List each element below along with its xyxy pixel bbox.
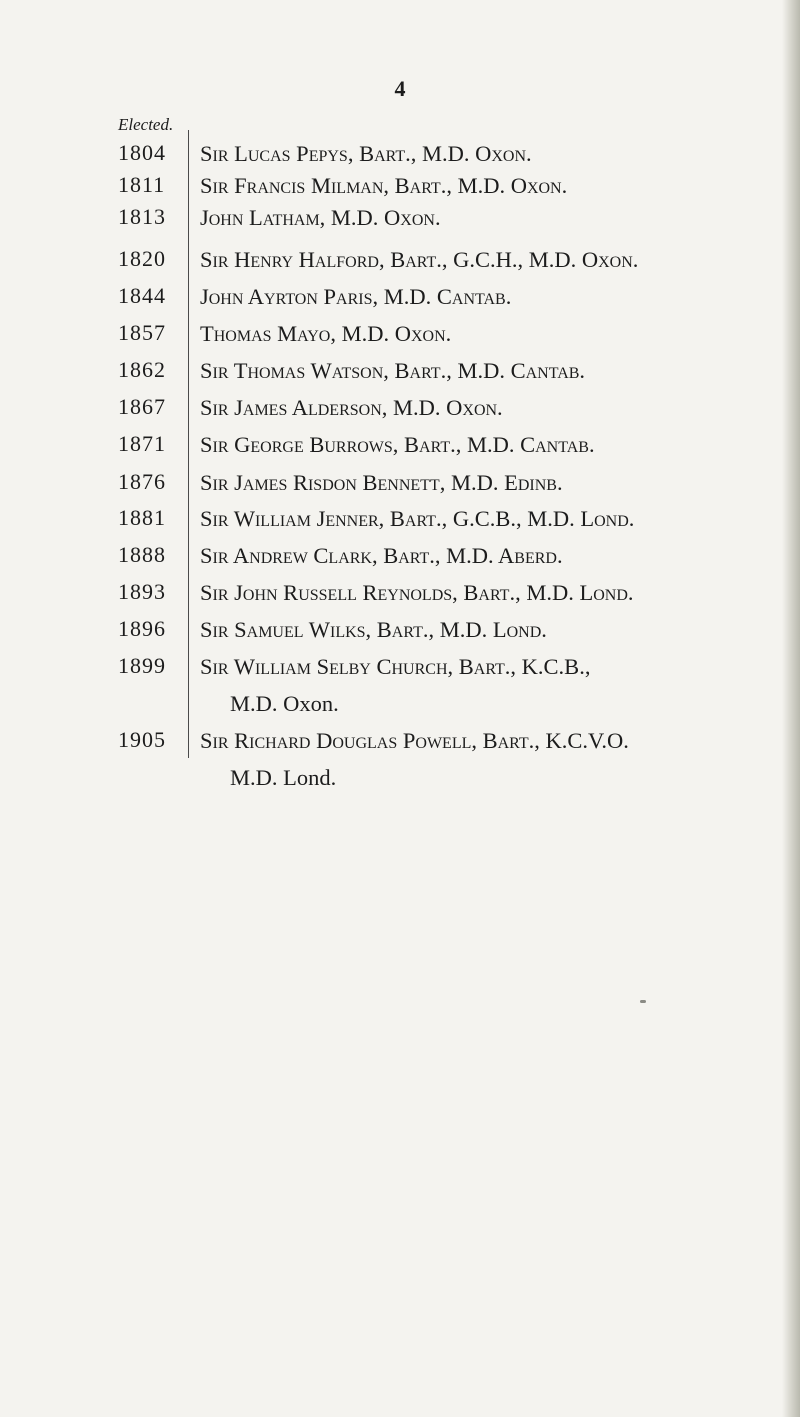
entry-name: John Latham, M.D. Oxon. <box>200 205 441 230</box>
entry-name: Sir Thomas Watson, Bart., M.D. Cantab. <box>200 358 586 383</box>
entry-year: 1896 <box>118 616 166 641</box>
entry-year: 1881 <box>118 505 166 530</box>
entry-year: 1905 <box>118 727 166 752</box>
entry-year: 1867 <box>118 394 166 419</box>
entry-year: 1899 <box>118 653 166 678</box>
entry-year: 1857 <box>118 320 166 345</box>
entry-year: 1888 <box>118 542 166 567</box>
entry-year: 1893 <box>118 579 166 604</box>
entry-name: Thomas Mayo, M.D. Oxon. <box>200 321 452 346</box>
entry-year: 1804 <box>118 140 166 165</box>
column-heading-elected: Elected. <box>118 115 174 134</box>
entry-year: 1811 <box>118 172 166 197</box>
entry-year: 1871 <box>118 431 166 456</box>
entry-year: 1820 <box>118 246 166 271</box>
entry-name: Sir Samuel Wilks, Bart., M.D. Lond. <box>200 617 547 642</box>
entry-year: 1876 <box>118 469 166 494</box>
entry-year: 1844 <box>118 283 166 308</box>
entry-name: Sir John Russell Reynolds, Bart., M.D. Lond. <box>200 580 634 605</box>
entry-name: Sir James Risdon Bennett, M.D. Edinb. <box>200 470 563 495</box>
entry-name: Sir Henry Halford, Bart., G.C.H., M.D. Oxon. <box>200 247 639 272</box>
entry-name: Sir William Jenner, Bart., G.C.B., M.D. Lond. <box>200 506 635 531</box>
entry-name-continuation: M.D. Oxon. <box>230 691 339 716</box>
entry-name: Sir Francis Milman, Bart., M.D. Oxon. <box>200 173 568 198</box>
entry-name: Sir James Alderson, M.D. Oxon. <box>200 395 503 420</box>
entry-name-continuation: M.D. Lond. <box>230 765 337 790</box>
column-divider <box>188 130 189 758</box>
page-edge-shadow <box>782 0 800 1417</box>
entry-name: John Ayrton Paris, M.D. Cantab. <box>200 284 512 309</box>
page-number: 4 <box>394 76 406 101</box>
paper-speck <box>640 1000 646 1003</box>
entry-name: Sir George Burrows, Bart., M.D. Cantab. <box>200 432 595 457</box>
entry-name: Sir Richard Douglas Powell, Bart., K.C.V.O. <box>200 728 629 753</box>
entry-name: Sir Andrew Clark, Bart., M.D. Aberd. <box>200 543 563 568</box>
entry-name: Sir William Selby Church, Bart., K.C.B., <box>200 654 591 679</box>
entry-year: 1813 <box>118 204 166 229</box>
entry-name: Sir Lucas Pepys, Bart., M.D. Oxon. <box>200 141 532 166</box>
entry-year: 1862 <box>118 357 166 382</box>
